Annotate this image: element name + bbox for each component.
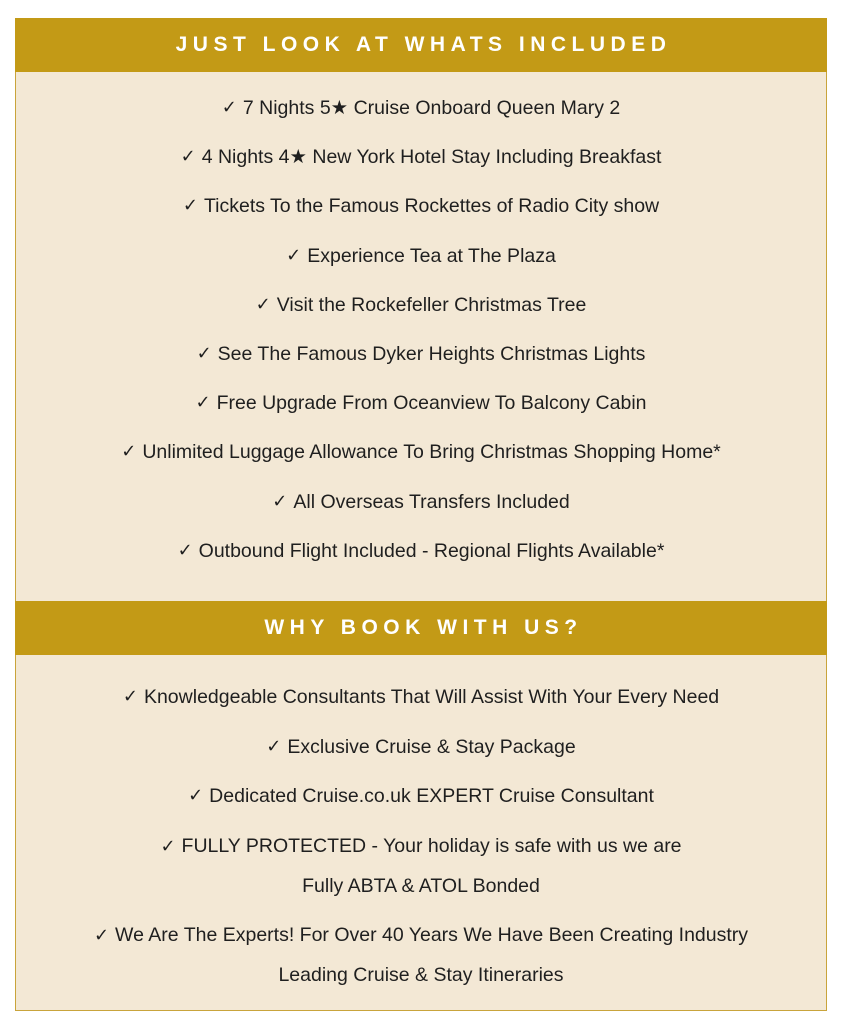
why-header — [15, 601, 827, 655]
included-item — [16, 138, 826, 187]
why-item-line-1 — [94, 915, 748, 955]
checkmark-icon: ✓ — [196, 342, 212, 364]
included-item — [16, 384, 826, 433]
included-list — [16, 72, 826, 581]
checkmark-icon: ✓ — [188, 785, 204, 806]
included-item-text: Experience Tea at The Plaza — [307, 244, 556, 267]
checkmark-icon: ✓ — [272, 490, 288, 512]
why-list — [16, 655, 826, 995]
included-item-text: 4 Nights 4★ New York Hotel Stay Including Breakfast — [201, 146, 662, 169]
checkmark-icon: ✓ — [93, 925, 110, 946]
included-item — [16, 286, 826, 335]
why-item — [16, 727, 826, 767]
included-header — [15, 18, 827, 72]
checkmark-icon: ✓ — [221, 97, 237, 118]
checkmark-icon: ✓ — [195, 392, 211, 414]
why-item — [16, 677, 826, 717]
why-item-text: Dedicated Cruise.co.uk EXPERT Cruise Consultant — [209, 785, 654, 807]
why-panel — [15, 601, 827, 1011]
why-item — [16, 776, 826, 816]
included-item — [16, 483, 826, 532]
included-panel — [15, 18, 827, 603]
checkmark-icon: ✓ — [255, 293, 271, 315]
why-item — [16, 826, 826, 906]
included-item — [16, 187, 826, 236]
included-item-text: Unlimited Luggage Allowance To Bring Christmas Shopping Home* — [142, 441, 721, 464]
checkmark-icon: ✓ — [160, 835, 176, 857]
included-item-text: See The Famous Dyker Heights Christmas Lights — [217, 342, 646, 365]
included-item — [16, 89, 826, 138]
why-item-text-line-2: Fully ABTA & ATOL Bonded — [302, 874, 540, 897]
included-item-text: All Overseas Transfers Included — [293, 490, 570, 513]
checkmark-icon: ✓ — [182, 195, 198, 217]
included-item-text: Outbound Flight Included - Regional Flights Available* — [198, 539, 665, 562]
included-item — [16, 335, 826, 384]
checkmark-icon: ✓ — [177, 539, 193, 561]
included-item-text: 7 Nights 5★ Cruise Onboard Queen Mary 2 — [242, 97, 621, 119]
why-item-text: We Are The Experts! For Over 40 Years We Have Been Creating Industry — [115, 924, 749, 946]
why-item-text: FULLY PROTECTED - Your holiday is safe with us we are — [181, 834, 682, 857]
why-item-text: Exclusive Cruise & Stay Package — [287, 735, 576, 758]
included-heading: JUST LOOK AT WHATS INCLUDED — [175, 33, 672, 56]
included-item-text: Tickets To the Famous Rockettes of Radio City show — [203, 195, 660, 218]
included-item — [16, 532, 826, 581]
included-item-text: Free Upgrade From Oceanview To Balcony Cabin — [216, 392, 647, 415]
included-item-text: Visit the Rockefeller Christmas Tree — [276, 293, 587, 316]
included-item — [16, 237, 826, 286]
why-item-text: Knowledgeable Consultants That Will Assist With Your Every Need — [143, 686, 720, 708]
checkmark-icon: ✓ — [121, 441, 137, 463]
included-item — [16, 433, 826, 482]
why-item — [16, 915, 826, 995]
checkmark-icon: ✓ — [286, 244, 302, 266]
checkmark-icon: ✓ — [266, 735, 282, 757]
checkmark-icon: ✓ — [122, 686, 138, 707]
why-heading: WHY BOOK WITH US? — [264, 616, 583, 639]
why-item-text-line-2: Leading Cruise & Stay Itineraries — [278, 964, 564, 986]
checkmark-icon: ✓ — [180, 146, 196, 168]
why-item-line-1 — [160, 826, 681, 866]
